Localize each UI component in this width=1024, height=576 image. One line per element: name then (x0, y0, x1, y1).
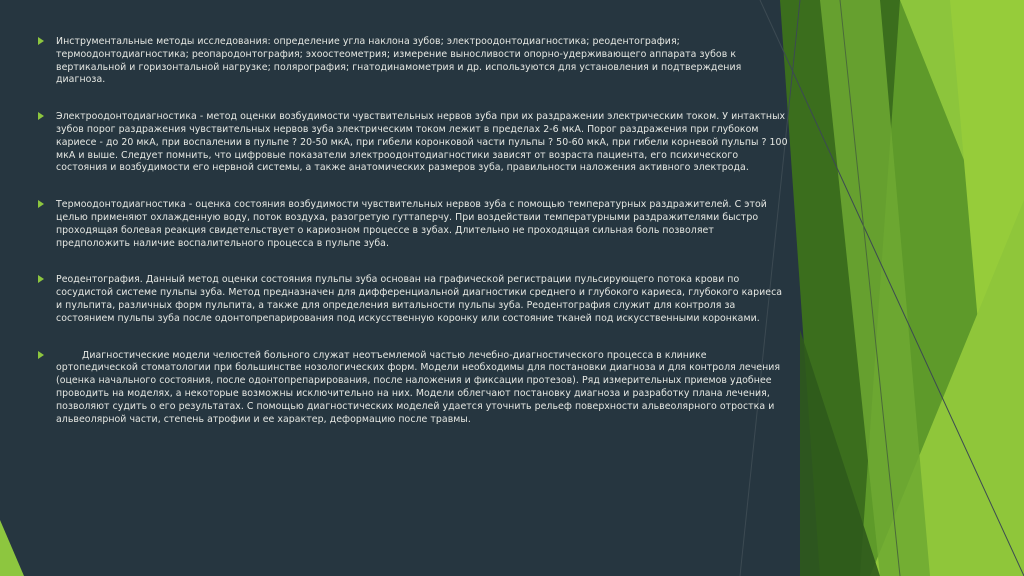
paragraph-instrumental-methods: Инструментальные методы исследования: определение угла наклона зубов; электроодонтодиагностика; реодентография; термоодонтодиагностика; реопародонтография; эхоостеометрия; измерение выносливости опорно-удерживающего аппарата зубов к вертикальной и горизонтальной нагрузке; полярография; гнатодинамометрия и др. используются для установления и подтверждения диагноза. (56, 36, 742, 86)
triangle-right-icon (38, 351, 44, 359)
list-item (38, 199, 790, 250)
slide-body (38, 36, 790, 450)
triangle-right-icon (38, 112, 44, 120)
triangle-right-icon (38, 275, 44, 283)
list-item (38, 36, 790, 87)
triangle-right-icon (38, 37, 44, 45)
list-item (38, 111, 790, 175)
triangle-right-icon (38, 200, 44, 208)
paragraph-diagnostic-models-text: Диагностические модели челюстей больного служат неотъемлемой частью лечебно-диагностического процесса в клинике ортопедической стоматологии при большинстве нозологических форм. Модели необходимы для постановки диагноза и для контроля лечения (оценка начального состояния, после одонтопрепарирования, после наложения и фиксации протезов). Ряд измерительных приемов удобнее проводить на моделях, а некоторые возможны исключительно на них. Модели облегчают постановку диагноза и разработку плана лечения, позволяют судить о его результатах. С помощью диагностических моделей удается уточнить рельеф поверхности альвеолярного отростка и альвеолярной части, степень атрофии и ее характер, деформацию после травмы. (56, 349, 781, 425)
paragraph-electroodontodiagnostics: Электроодонтодиагностика - метод оценки возбудимости чувствительных нервов зуба при их раздражении электрическим током. У интактных зубов порог раздражения чувствительных нервов зуба электрическим током лежит в пределах 2-6 мкА. Порог раздражения при глубоком кариесе - до 20 мкА, при воспалении в пульпе ? 20-50 мкА, при гибели коронковой части пульпы ? 50-60 мкА, при гибели корневой пульпы ? 100 мкА и выше. Следует помнить, что цифровые показатели электроодонтодиагностики зависят от возраста пациента, его психического состояния и возбудимости его нервной системы, а также анатомических размеров зуба, правильности наложения активного электрода. (56, 111, 788, 174)
list-item (38, 350, 790, 427)
paragraph-rheodentography: Реодентография. Данный метод оценки состояния пульпы зуба основан на графической регистрации пульсирующего потока крови по сосудистой системе пульпы зуба. Метод предназначен для дифференциальной диагностики среднего и глубокого кариеса, глубокого кариеса и пульпита, различных форм пульпита, а также для определения витальности пульпы зуба. Реодентография служит для контроля за состоянием пульпы зуба после одонтопрепарирования под искусственную коронку или состояние тканей под искусственными коронками. (56, 274, 783, 324)
paragraph-diagnostic-models (56, 350, 790, 427)
paragraph-thermoodontodiagnostics: Термоодонтодиагностика - оценка состояния возбудимости чувствительных нервов зуба с помощью температурных раздражителей. С этой целью применяют охлажденную воду, поток воздуха, разогретую гуттаперчу. При воздействии температурными раздражителями быстро проходящая болевая реакция свидетельствует о кариозном процессе в зубах. Длительно не проходящая сильная боль позволяет предположить наличие воспалительного процесса в пульпе зуба. (56, 199, 767, 249)
list-item (38, 274, 790, 325)
